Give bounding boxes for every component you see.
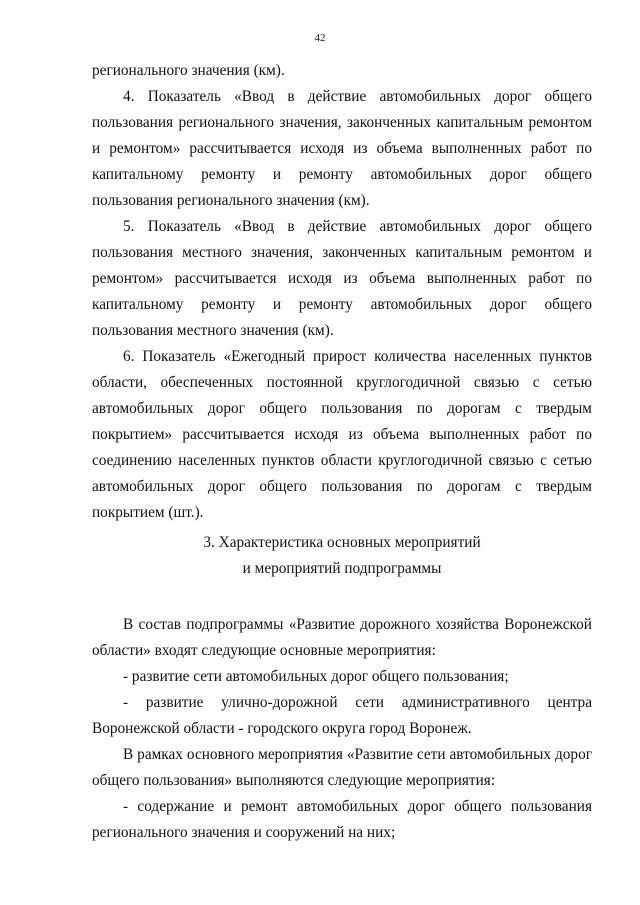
list-item-street-network: - развитие улично-дорожной сети административного центра Воронежской области - городского округа город Воронеж. — [92, 694, 592, 737]
paragraph-indicator-6: 6. Показатель «Ежегодный прирост количества населенных пунктов области, обеспеченных постоянной круглогодичной связью с сетью автомобильных дорог общего пользования по дорогам с твердым покрытием» рассчитывается исходя из объема выполненных работ по соединению населенных пунктов области круглогодичной связью с сетью автомобильных дорог общего пользования по дорогам с твердым покрытием (шт.). — [92, 348, 592, 521]
section-heading-line-2: и мероприятий подпрограммы — [242, 560, 442, 577]
paragraph-subprogram-composition: В состав подпрограммы «Развитие дорожного хозяйства Воронежской области» входят следующие основные мероприятия: — [92, 616, 592, 659]
section-heading-line-1: 3. Характеристика основных мероприятий — [203, 534, 481, 551]
paragraph-indicator-4: 4. Показатель «Ввод в действие автомобильных дорог общего пользования регионального значения, законченных капитальным ремонтом и ремонтом» рассчитывается исходя из объема выполненных работ по капитальному ремонту и ремонту автомобильных дорог общего пользования регионального значения (км). — [92, 88, 592, 209]
paragraph-continuation: регионального значения (км). — [92, 62, 285, 79]
page-number: 42 — [314, 32, 326, 44]
paragraph-measures: В рамках основного мероприятия «Развитие сети автомобильных дорог общего пользования» выполняются следующие мероприятия: — [92, 746, 592, 789]
paragraph-indicator-5: 5. Показатель «Ввод в действие автомобильных дорог общего пользования местного значения, законченных капитальным ремонтом и ремонтом» рассчитывается исходя из объема выполненных работ по капитальному ремонту и ремонту автомобильных дорог общего пользования местного значения (км). — [92, 218, 592, 339]
list-item-road-network: - развитие сети автомобильных дорог общего пользования; — [123, 668, 509, 685]
document-body — [92, 58, 592, 846]
list-item-maintenance: - содержание и ремонт автомобильных дорог общего пользования регионального значения и сооружений на них; — [92, 798, 592, 841]
